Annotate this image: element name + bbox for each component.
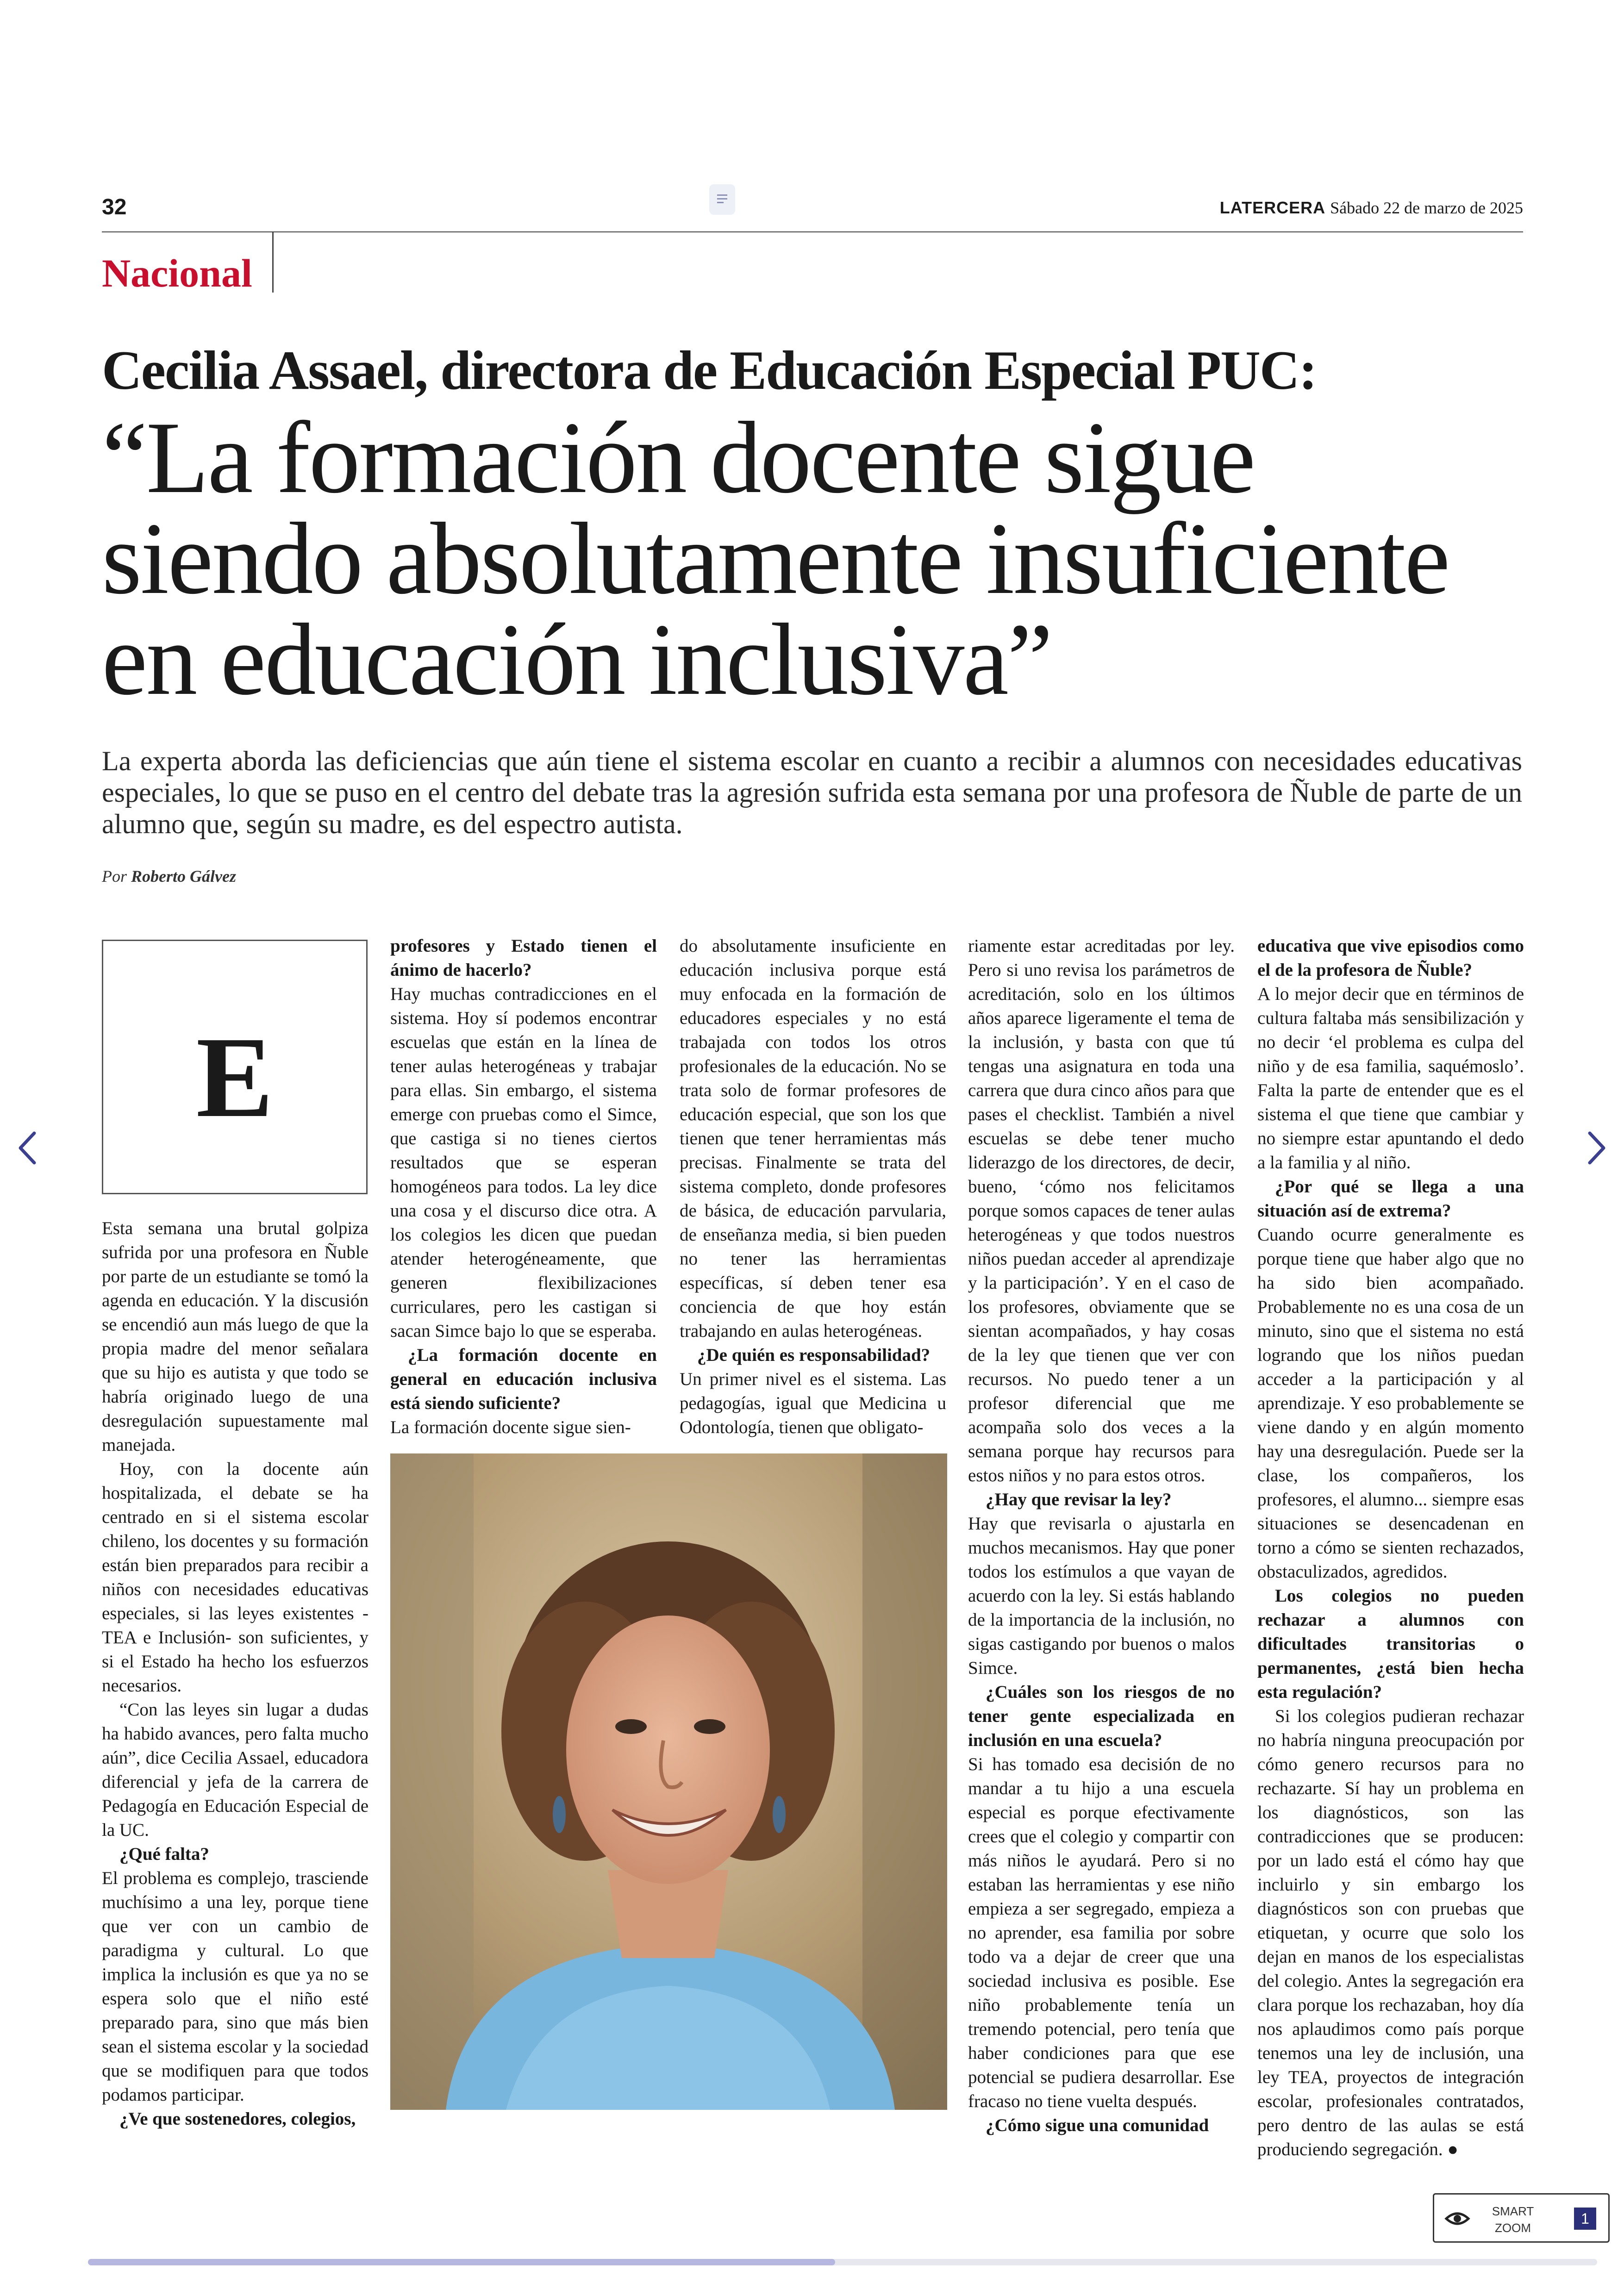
drop-cap: E <box>196 1013 274 1141</box>
page-count-badge: 1 <box>1574 2208 1596 2230</box>
portrait-photo <box>390 1453 947 2110</box>
paragraph: La formación docente sigue sien- <box>390 1417 631 1437</box>
headline-line: “La formación docente sigue <box>102 401 1255 515</box>
masthead <box>1220 198 1523 218</box>
eye-icon <box>1444 2207 1470 2231</box>
drop-cap-box <box>102 940 368 1194</box>
paragraph: A lo mejor decir que en términos de cultura faltaba más sensibilización y no decir ‘el problema es culpa del niño y de esa familia, saquémoslo’. Falta la parte de entender que es el sistema el que tiene que cambiar y no siempre estar apuntando el dedo a la familia y al niño. <box>1257 984 1524 1172</box>
interview-question: ¿La formación docente en general en educación inclusiva está siendo suficiente? <box>390 1345 657 1413</box>
next-page-button[interactable] <box>1576 1125 1618 1171</box>
article-deck: La experta aborda las deficiencias que aún tiene el sistema escolar en cuanto a recibir a alumnos con necesidades educativas especiales, lo que se puso en el centro del debate tras la agresión sufrida esta semana por una profesora de Ñuble de parte de un alumno que, según su madre, es del espectro autista. <box>102 746 1522 839</box>
paragraph: Hay que revisarla o ajustarla en muchos mecanismos. Hay que poner todos los estímulos a que vayan de acuerdo con la ley. Si estás hablando de la importancia de la inclusión, no sigas castigando por buenos o malos Simce. <box>968 1514 1235 1678</box>
paragraph: Si has tomado esa decisión de no mandar a tu hijo a una escuela especial es porque efectivamente crees que el colegio y compartir con más niños le ayudará. Pero si no estaban las herramientas y ese niño empieza a ser segregado, empieza a no aprender, esa familia por sobre todo va a dejar de creer que una sociedad inclusiva es posible. Ese niño probablemente tenía un tremendo potencial, pero tenía que haber condiciones para que ese potencial se pudiera desarrollar. Ese fracaso no tiene vuelta después. <box>968 1754 1235 2111</box>
newspaper-name: LATERCERA <box>1219 198 1326 217</box>
paragraph: “Con las leyes sin lugar a dudas ha habido avances, pero falta mucho aún”, dice Cecilia Assael, educadora diferencial y jefa de la carrera de Pedagogía en Educación Especial de la UC. <box>102 1700 369 1840</box>
interview-question: Los colegios no pueden rechazar a alumnos con dificultades transitorias o permanentes, ¿está bien hecha esta regulación? <box>1257 1586 1524 1702</box>
body-column-4 <box>968 934 1235 2138</box>
interview-question: profesores y Estado tienen el ánimo de hacerlo? <box>390 936 657 980</box>
byline-author: Roberto Gálvez <box>131 867 236 886</box>
paragraph: Un primer nivel es el sistema. Las pedagogías, igual que Medicina u Odontología, tienen que obligato- <box>680 1369 946 1437</box>
page-number: 32 <box>102 195 127 219</box>
paragraph: Hoy, con la docente aún hospitalizada, el debate se ha centrado en si el sistema escolar chileno, los docentes y su formación están bien preparados para recibir a niños con necesidades educativas especiales, si las leyes existentes -TEA e Inclusión- son suficientes, y si el Estado ha hecho los esfuerzos necesarios. <box>102 1459 369 1696</box>
smart-zoom-label-line: ZOOM <box>1495 2221 1531 2235</box>
headline-line: en educación inclusiva” <box>102 603 1052 717</box>
paragraph: Cuando ocurre generalmente es porque tiene que haber algo que no ha sido bien acompañado. Probablemente no es una cosa de un minuto, sino que el sistema no está logrando que los niños puedan acceder a la participación y al aprendizaje. Y eso probablemente se viene dando y en algún momento hay una desregulación. Puede ser la clase, los compañeros, los profesores, el alumno... siempre esas situaciones se desencadenan en torno a cómo se sienten rechazados, obstaculizados, agredidos. <box>1257 1225 1524 1582</box>
byline-prefix: Por <box>102 867 127 886</box>
paragraph: Esta semana una brutal golpiza sufrida por una profesora en Ñuble por parte de un estudiante se tomó la agenda en educación. Y la discusión se encendió aun más luego de que la propia madre del menor señalara que su hijo es autista y que todo se habría originado luego de una desregulación supuestamente mal manejada. <box>102 1218 369 1455</box>
interview-question: ¿Cuáles son los riesgos de no tener gente especializada en inclusión en una escuela? <box>968 1682 1235 1750</box>
previous-page-button[interactable] <box>6 1125 48 1171</box>
interview-question: ¿Hay que revisar la ley? <box>986 1490 1172 1509</box>
portrait-illustration <box>390 1453 947 2110</box>
header-rule <box>102 231 1523 232</box>
interview-question: educativa que vive episodios como el de la profesora de Ñuble? <box>1257 936 1524 980</box>
reading-progress-bar[interactable] <box>88 2259 1597 2265</box>
smart-zoom-button[interactable] <box>1433 2193 1610 2243</box>
paragraph: El problema es complejo, trasciende muchísimo a una ley, porque tiene que ver con un cambio de paradigma y cultural. Lo que implica la inclusión es que ya no se espera solo que el niño esté preparado para, sino que más bien sean el sistema escolar y la sociedad que se modifiquen para que todos podamos participar. <box>102 1868 369 2105</box>
paragraph: do absolutamente insuficiente en educación inclusiva porque está muy enfocada en la formación de educadores especiales y no está trabajada con todos los otros profesionales de la educación. No se trata solo de formar profesores de educación especial, que son los que tienen que tener herramientas más precisas. Finalmente se trata del sistema completo, donde profesores de básica, de educación parvularia, de enseñanza media, si bien pueden no tener las herramientas específicas, sí deben tener esa conciencia de que hoy están trabajando en aulas heterogéneas. <box>680 936 946 1341</box>
headline-line: siendo absolutamente insuficiente <box>102 502 1449 616</box>
body-column-2 <box>390 934 657 1440</box>
paragraph: Hay muchas contradicciones en el sistema. Hoy sí podemos encontrar escuelas que están en la línea de tener aulas heterogéneas y trabajar para ellas. Sin embargo, el sistema emerge con pruebas como el Simce, que castiga si no tienes ciertos resultados que se esperan homogéneos para todos. La ley dice una cosa y el discurso dice otra. A los colegios les dicen que puedan atender heterogéneamente, que generen flexibilizaciones curriculares, pero les castigan si sacan Simce bajo lo que se esperaba. <box>390 984 657 1341</box>
body-column-1 <box>102 1216 369 2131</box>
paragraph: Si los colegios pudieran rechazar no habría ninguna preocupación por cómo genero recursos para no rechazarte. Sí hay un problema en los diagnósticos, son las contradicciones que se producen: por un lado está el cómo hay que incluirlo y sin embargo los diagnósticos son con pruebas que etiquetan, y ocurre que solo los dejan en manos de los especialistas del colegio. Antes la segregación era clara porque los rechazaban, hoy día nos aplaudimos como país porque tenemos una ley de inclusión, una ley TEA, proyectos de integración escolar, profesionales contratados, pero dentro de las aulas se está produciendo segregación. ● <box>1257 1706 1524 2159</box>
section-label: Nacional <box>102 251 252 295</box>
smart-zoom-label <box>1483 2203 1543 2236</box>
smart-zoom-label-line: SMART <box>1492 2204 1534 2218</box>
body-column-5 <box>1257 934 1524 2162</box>
section-divider <box>272 232 274 293</box>
interview-question: ¿Cómo sigue una comunidad <box>986 2115 1209 2135</box>
byline <box>102 867 236 886</box>
reading-progress-fill <box>88 2259 835 2265</box>
interview-question: ¿Por qué se llega a una situación así de extrema? <box>1257 1177 1524 1221</box>
body-column-3 <box>680 934 946 1440</box>
paragraph: riamente estar acreditadas por ley. Pero si uno revisa los parámetros de acreditación, solo en los últimos años aparece ligeramente el tema de la inclusión, y basta con que tú tengas una asignatura en toda una carrera que dura cinco años para que pases el checklist. También a nivel escuelas se debe tener mucho liderazgo de los directores, de decir, bueno, ‘cómo nos felicitamos porque somos capaces de tener aulas heterogéneas y que todos nuestros niños puedan acceder al aprendizaje y la participación’. Y en el caso de los profesores, obviamente que se sientan acompañados, y hay cosas de la ley que tienen que ver con recursos. No puedo tener a un profesor diferencial que me acompaña solo dos veces a la semana porque hay recursos para estos niños y no para estos otros. <box>968 936 1235 1485</box>
headline <box>102 401 1537 717</box>
headline-kicker: Cecilia Assael, directora de Educación Especial PUC: <box>102 339 1317 401</box>
issue-date: Sábado 22 de marzo de 2025 <box>1330 199 1523 217</box>
page-menu-icon[interactable] <box>709 184 735 215</box>
interview-question: ¿Ve que sostenedores, colegios, <box>119 2109 356 2129</box>
chevron-right-icon <box>1576 1125 1618 1171</box>
interview-question: ¿Qué falta? <box>119 1844 209 1864</box>
chevron-left-icon <box>6 1125 48 1171</box>
interview-question: ¿De quién es responsabilidad? <box>697 1345 931 1365</box>
